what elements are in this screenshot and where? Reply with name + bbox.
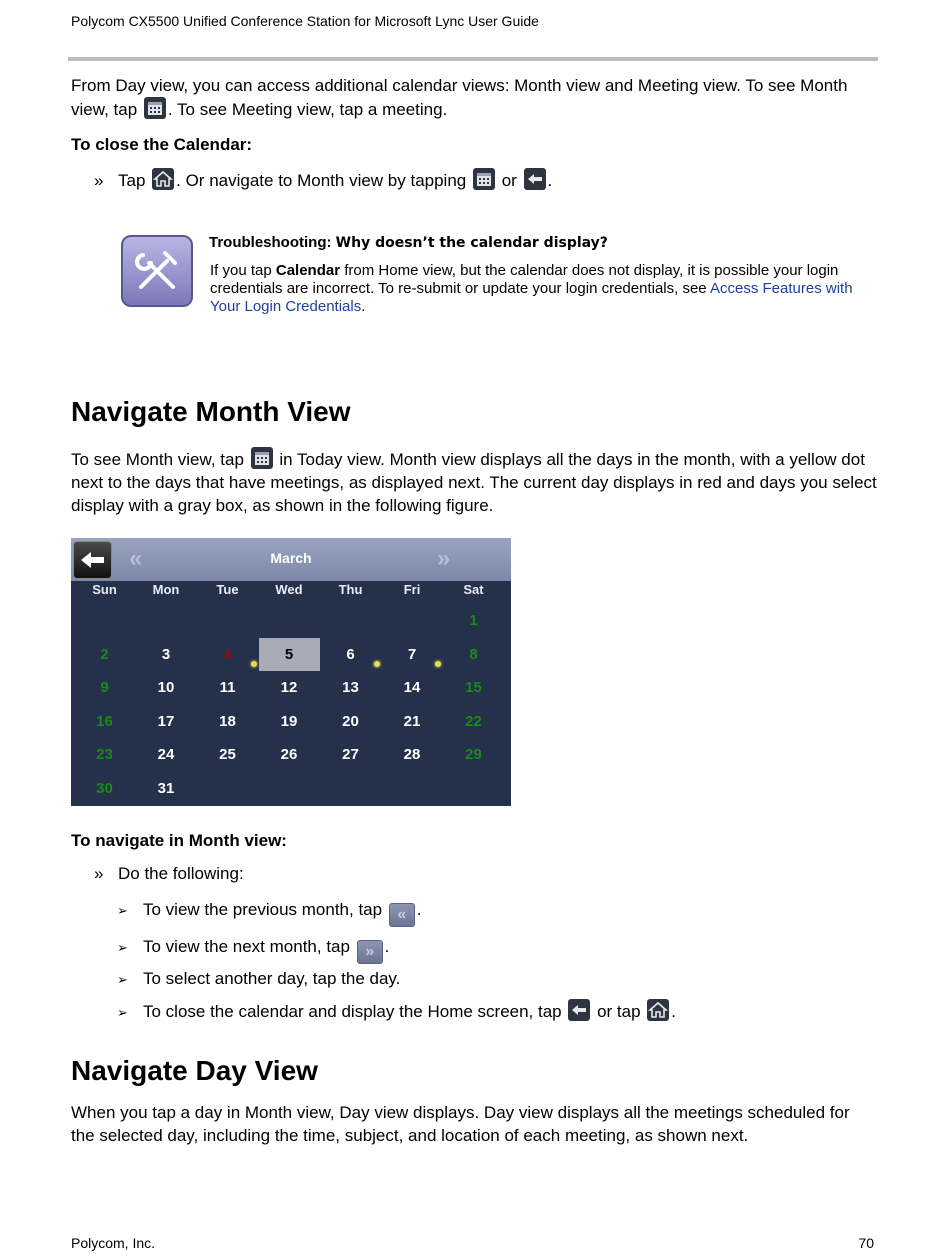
sub-item-prev: ➢ To view the previous month, tap « . — [117, 898, 422, 927]
calendar-day[interactable]: 27 — [342, 746, 359, 764]
calendar-weekday-sun: Sun — [92, 582, 117, 597]
sub-close-text-b: or tap — [592, 1002, 646, 1021]
month-para-a: To see Month view, tap — [71, 450, 249, 469]
home-icon — [647, 999, 669, 1021]
calendar-day[interactable]: 23 — [96, 746, 113, 764]
month-view-title: Navigate Month View — [71, 396, 351, 427]
sub-marker: ➢ — [117, 903, 128, 918]
calendar-day[interactable]: 24 — [157, 746, 175, 764]
calendar-day[interactable]: 10 — [157, 679, 175, 697]
chevron-right-icon[interactable]: » — [437, 545, 451, 572]
page-header: Polycom CX5500 Unified Conference Station for Microsoft Lync User Guide — [71, 13, 539, 29]
header-divider — [68, 57, 878, 61]
intro-paragraph — [71, 74, 881, 121]
sub-select-text: To select another day, tap the day. — [143, 969, 401, 988]
intro-line-2 — [71, 97, 881, 121]
sub-item-next: ➢ To view the next month, tap » . — [117, 935, 389, 964]
chevron-right-icon: » — [357, 940, 383, 964]
back-arrow-icon — [524, 168, 546, 190]
month-view-paragraph — [71, 447, 877, 517]
calendar-weekday-wed: Wed — [275, 582, 303, 597]
tools-icon — [121, 235, 193, 307]
month-calendar-figure — [71, 538, 511, 806]
calendar-day[interactable]: 15 — [465, 679, 482, 697]
bullet-marker: » — [94, 864, 104, 883]
tip-title-prefix: Troubleshooting: — [209, 234, 336, 251]
calendar-day[interactable]: 20 — [342, 712, 359, 730]
calendar-day[interactable]: 25 — [219, 746, 236, 764]
calendar-day[interactable]: 14 — [403, 679, 421, 697]
tip-body-b: from Home view, but the calendar does not display, it is possible your login credentials are incorrect. To re-submit or update your login credentials, see — [210, 262, 839, 297]
close-text-or: or — [496, 171, 522, 190]
sub-close-text-a: To close the calendar and display the Home screen, tap — [143, 1002, 567, 1021]
calendar-day[interactable]: 6 — [346, 645, 355, 663]
calendar-weekday-sat: Sat — [463, 582, 484, 597]
calendar-day[interactable]: 19 — [280, 712, 298, 730]
close-text-end: . — [547, 171, 553, 190]
tip-body-bold: Calendar — [275, 262, 341, 279]
calendar-day[interactable]: 16 — [96, 712, 113, 730]
calendar-day[interactable]: 29 — [465, 746, 482, 764]
sub-item-select — [117, 967, 400, 991]
calendar-day[interactable]: 2 — [100, 645, 109, 663]
calendar-day[interactable]: 4 — [223, 645, 232, 663]
calendar-day[interactable]: 8 — [469, 645, 478, 663]
calendar-day[interactable]: 5 — [259, 638, 320, 671]
calendar-day[interactable]: 18 — [219, 712, 236, 730]
calendar-day[interactable]: 30 — [96, 780, 113, 797]
tip-title-question: Why doesn’t the calendar display? — [335, 235, 608, 251]
calendar-day[interactable]: 12 — [280, 679, 298, 697]
calendar-day[interactable]: 17 — [157, 712, 175, 730]
tip-title — [209, 234, 889, 251]
calendar-day[interactable]: 21 — [403, 712, 421, 730]
calendar-day[interactable]: 1 — [469, 612, 478, 629]
navigate-month-heading: To navigate in Month view: — [71, 831, 287, 850]
chevron-left-icon: « — [389, 903, 415, 927]
intro-text-b: . To see Meeting view, tap a meeting. — [167, 100, 448, 119]
calendar-day[interactable]: 13 — [342, 679, 359, 697]
calendar-weekday-thu: Thu — [338, 582, 363, 597]
tip-body — [210, 262, 878, 316]
calendar-weekday-tue: Tue — [216, 582, 239, 597]
day-view-title: Navigate Day View — [71, 1055, 318, 1086]
back-arrow-icon — [568, 999, 590, 1021]
calendar-day[interactable]: 31 — [157, 780, 175, 797]
sub-next-text: To view the next month, tap — [143, 937, 355, 956]
close-text-tap: Tap — [118, 171, 151, 190]
calendar-icon — [144, 97, 166, 119]
calendar-day[interactable]: 7 — [407, 645, 417, 663]
meeting-indicator-dot — [435, 661, 441, 667]
calendar-day[interactable]: 22 — [465, 712, 482, 730]
sub-item-close — [117, 999, 676, 1024]
meeting-indicator-dot — [374, 661, 380, 667]
month-para-b: in Today view. Month view displays all the days in the month, with a yellow dot next to the days that have meetings, as displayed next. The current day displays in red and days you select display with a gray box, as shown in the following figure. — [71, 450, 877, 515]
tip-body-a: If you tap — [210, 262, 276, 279]
close-calendar-heading: To close the Calendar: — [71, 135, 253, 154]
intro-line-1: From Day view, you can access additional calendar views: Month view and Meeting view. To see Month — [71, 76, 848, 95]
calendar-day[interactable]: 28 — [403, 746, 421, 764]
bullet-marker: » — [94, 171, 104, 190]
chevron-left-icon[interactable]: « — [129, 545, 143, 572]
calendar-month-label: March — [270, 550, 312, 566]
sub-marker: ➢ — [117, 940, 128, 955]
sub-prev-text: To view the previous month, tap — [143, 900, 387, 919]
navigate-bullet-text: Do the following: — [118, 864, 244, 883]
tip-body-c: . — [361, 298, 366, 315]
intro-text-a: view, tap — [71, 100, 142, 119]
meeting-indicator-dot — [251, 661, 257, 667]
calendar-weekday-fri: Fri — [403, 582, 421, 597]
day-view-paragraph: When you tap a day in Month view, Day view displays. Day view displays all the meetings scheduled for the selected day, including the time, subject, and location of each meeting, as shown next. — [71, 1103, 850, 1145]
calendar-day[interactable]: 11 — [219, 679, 236, 697]
sub-marker: ➢ — [117, 972, 128, 987]
footer-page-number: 70 — [858, 1235, 874, 1251]
calendar-icon — [473, 168, 495, 190]
login-credentials-link[interactable]: Access Features with Your Login Credentials — [210, 280, 853, 315]
close-calendar-bullet — [94, 168, 874, 192]
sub-close-end: . — [671, 1002, 677, 1021]
calendar-day[interactable]: 9 — [100, 679, 109, 697]
navigate-bullet — [94, 862, 244, 885]
calendar-day[interactable]: 3 — [161, 645, 171, 663]
calendar-weekday-mon: Mon — [152, 582, 180, 597]
home-icon — [152, 168, 174, 190]
calendar-icon — [251, 447, 273, 469]
calendar-day[interactable]: 26 — [280, 746, 298, 764]
sub-marker: ➢ — [117, 1005, 128, 1020]
close-text-mid: . Or navigate to Month view by tapping — [176, 171, 471, 190]
footer-company: Polycom, Inc. — [71, 1235, 156, 1251]
